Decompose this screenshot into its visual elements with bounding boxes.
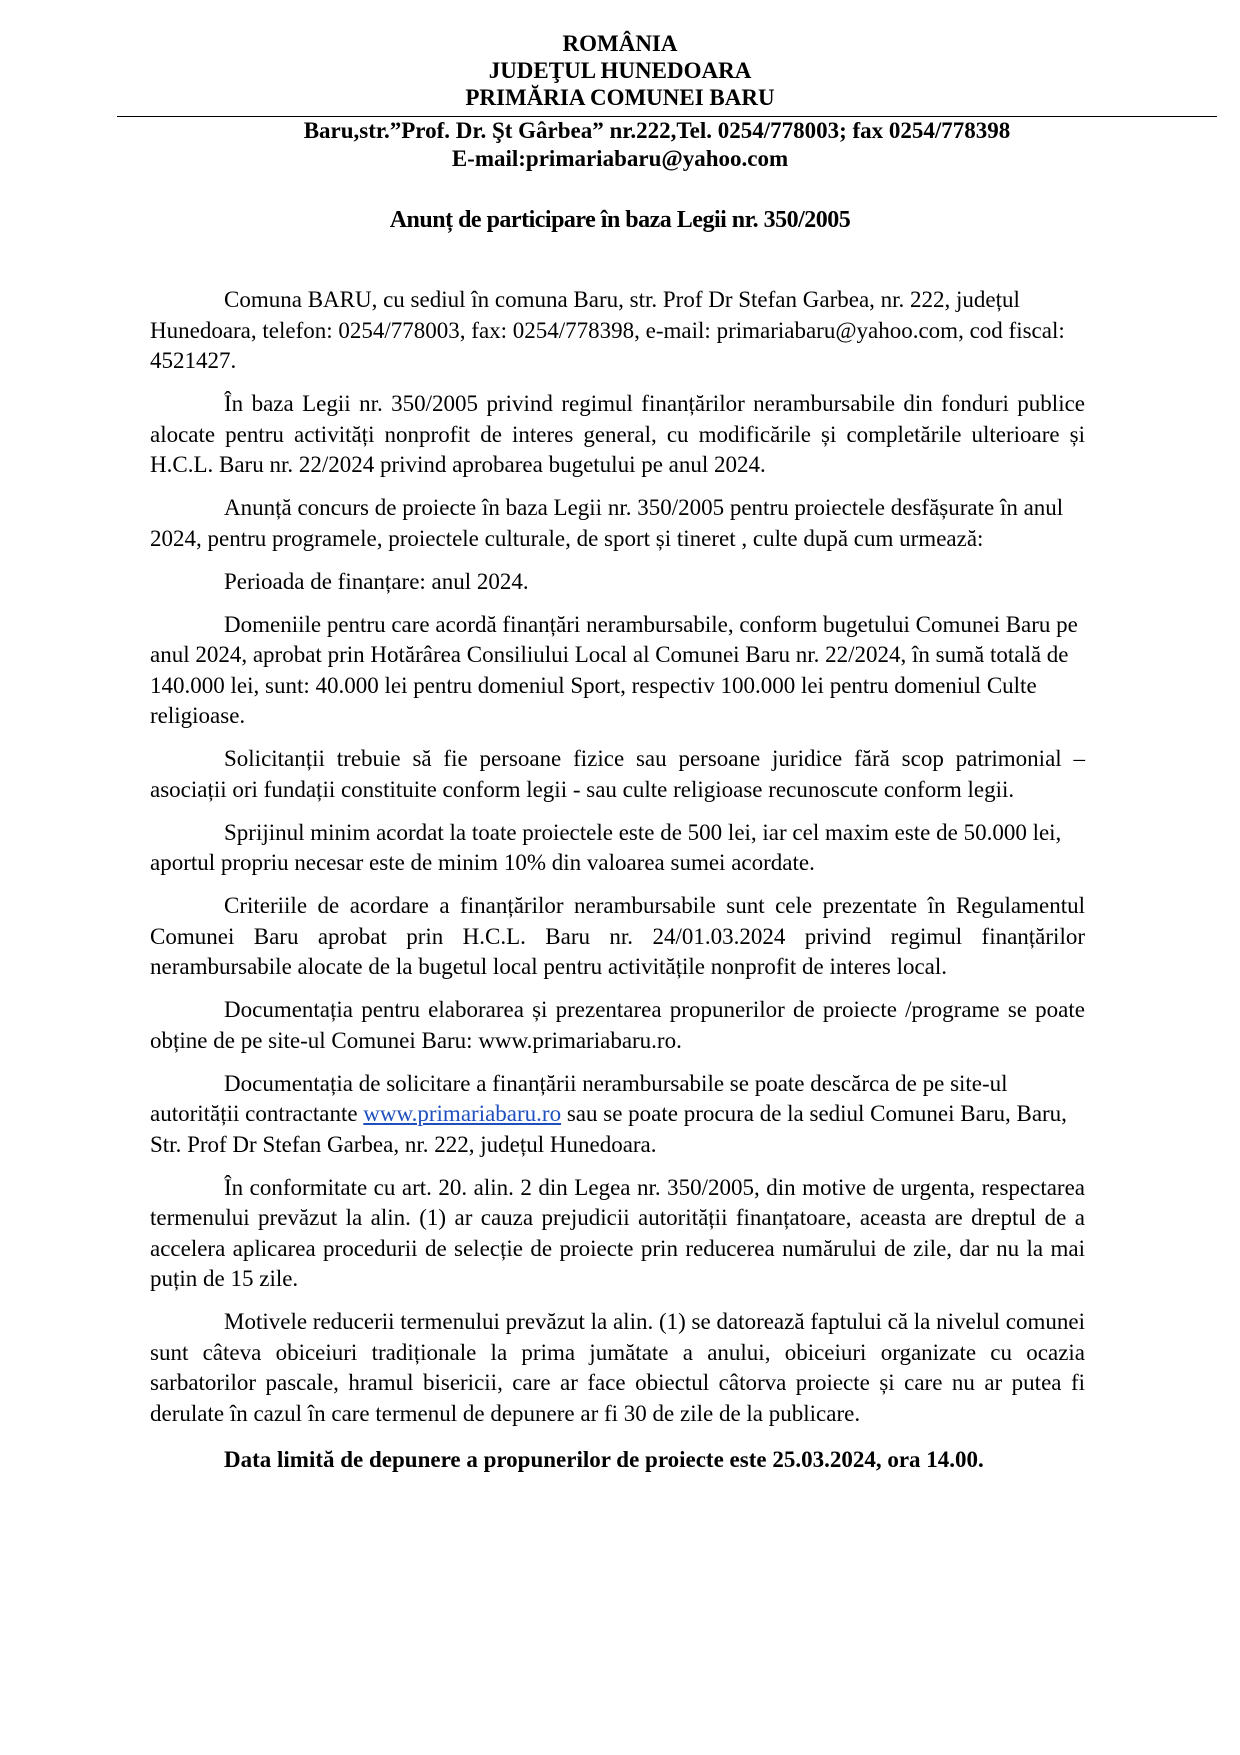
paragraph-funding-limits: Sprijinul minim acordat la toate proiectele este de 500 lei, iar cel maxim este de 50.000 lei, aportul propriu necesar este de minim 10% din valoarea sumei acordate.: [150, 819, 1062, 875]
document-title: Anunț de participare în baza Legii nr. 350/2005: [389, 207, 851, 233]
country-name: ROMÂNIA: [562, 31, 678, 56]
document-body: [150, 285, 1085, 1488]
paragraph-documentation: Documentația pentru elaborarea și prezentarea propunerilor de proiecte /programe se poate obține de pe site-ul Comunei Baru: www.primariabaru.ro.: [150, 997, 1085, 1053]
paragraph-announcement: Anunță concurs de proiecte în baza Legii nr. 350/2005 pentru proiectele desfășurate în anul 2024, pentru programele, proiectele culturale, de sport și tineret , culte după cum urmează:: [150, 495, 1064, 551]
paragraph-download-info: [150, 1069, 1085, 1161]
paragraph-funding-period: Perioada de finanțare: anul 2024.: [224, 568, 529, 594]
website-link[interactable]: www.primariabaru.ro: [363, 1101, 562, 1126]
contact-address: Baru,str.”Prof. Dr. Şt Gârbea” nr.222,Tel. 0254/778003; fax 0254/778398: [303, 118, 1011, 143]
county-name: JUDEŢUL HUNEDOARA: [488, 58, 752, 83]
paragraph-eligible-applicants: Solicitanții trebuie să fie persoane fizice sau persoane juridice fără scop patrimonial – asociații ori fundații constituite conform legii - sau culte religioase recunoscute conform legii.: [150, 746, 1085, 802]
paragraph-applicant-info: Comuna BARU, cu sediul în comuna Baru, str. Prof Dr Stefan Garbea, nr. 222, județul Hunedoara, telefon: 0254/778003, fax: 0254/778398, e-mail: primariabaru@yahoo.com, cod fiscal: 4521427.: [150, 287, 1065, 373]
paragraph-legal-basis: În baza Legii nr. 350/2005 privind regimul finanțărilor nerambursabile din fonduri publice alocate pentru activități nonprofit de interes general, cu modificările și completările ulterioare și H.C.L. Baru nr. 22/2024 privind aprobarea bugetului pe anul 2024.: [150, 391, 1085, 477]
institution-name: PRIMĂRIA COMUNEI BARU: [465, 85, 775, 110]
paragraph-criteria: Criteriile de acordare a finanțărilor nerambursabile sunt cele prezentate în Regulamentul Comunei Baru aprobat prin H.C.L. Baru nr. 24/01.03.2024 privind regimul finanțărilor nerambursabile alocate de la bugetul local pentru activitățile nonprofit de interes local.: [150, 893, 1085, 979]
deadline-notice: Data limită de depunere a propunerilor de proiecte este 25.03.2024, ora 14.00.: [224, 1447, 984, 1472]
contact-block: [0, 117, 1240, 173]
paragraph-funding-domains: Domeniile pentru care acordă finanțări nerambursabile, conform bugetului Comunei Baru pe anul 2024, aprobat prin Hotărârea Consiliului Local al Comunei Baru nr. 22/2024, în sumă totală de 140.000 lei, sunt: 40.000 lei pentru domeniul Sport, respectiv 100.000 lei pentru domeniul Culte religioase.: [150, 611, 1078, 728]
download-info-text-start: Documentația de solicitare a finanțării nerambursabile se poate descărca de pe site-ul autorității contractante: [150, 1070, 1008, 1126]
contact-email: E-mail:primariabaru@yahoo.com: [451, 146, 789, 171]
letterhead: [0, 30, 1240, 111]
paragraph-urgency: În conformitate cu art. 20. alin. 2 din Legea nr. 350/2005, din motive de urgenta, respectarea termenului prevăzut la alin. (1) ar cauza prejudicii autorității finanțatoare, aceasta are dreptul de a accelera aplicarea procedurii de selecție de proiecte prin reducerea numărului de zile, dar nu la mai puțin de 15 zile.: [150, 1174, 1085, 1291]
download-info-text-end: sau se poate procura de la sediul Comunei Baru, Baru, Str. Prof Dr Stefan Garbea, nr. 222, județul Hunedoara.: [150, 1101, 1067, 1157]
paragraph-reasons: Motivele reducerii termenului prevăzut la alin. (1) se datorează faptului că la nivelul comunei sunt câteva obiceiuri tradiționale la prima jumătate a anului, obiceiuri organizate cu ocazia sarbatorilor pascale, hramul bisericii, care ar face obiectul câtorva proiecte și care nu ar putea fi derulate în cazul în care termenul de depunere ar fi 30 de zile de la publicare.: [150, 1309, 1085, 1426]
